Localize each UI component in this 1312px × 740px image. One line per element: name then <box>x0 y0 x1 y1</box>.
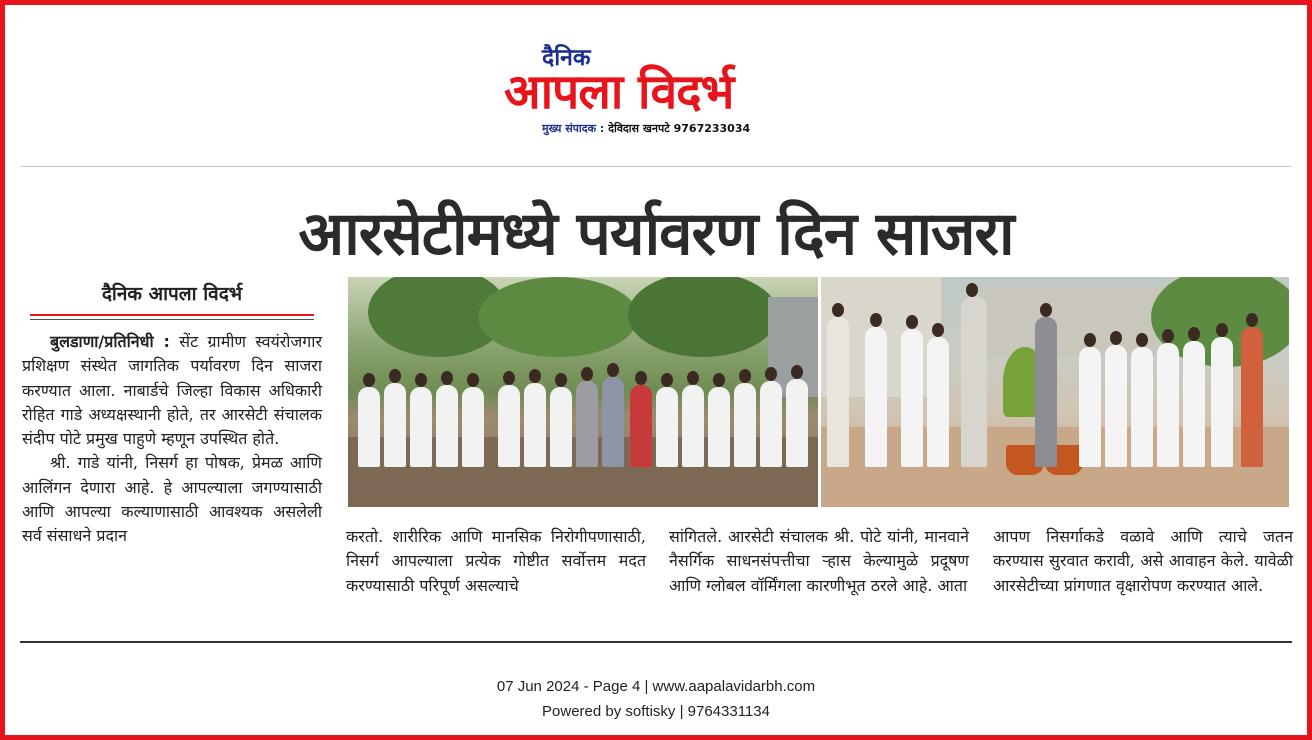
article-paragraph-1 <box>22 330 322 451</box>
masthead-daily: दैनिक <box>542 45 591 71</box>
masthead <box>500 38 820 138</box>
editor-value: देविदास खनपटे 9767233034 <box>608 122 751 135</box>
column-2-text: करतो. शारीरिक आणि मानसिक निरोगीपणासाठी, निसर्ग आपल्याला प्रत्येक गोष्टीत सर्वोत्तम मदत करण्यासाठी परिपूर्ण असल्याचे <box>346 527 646 595</box>
article-column-3 <box>669 525 969 598</box>
footer-date-page: 07 Jun 2024 - Page 4 | www.aapalavidarbh.com <box>496 678 816 695</box>
byline-rule-thin <box>30 319 314 320</box>
editor-label: मुख्य संपादक : <box>542 122 605 135</box>
footer-powered-by: Powered by softisky | 9764331134 <box>542 703 770 720</box>
article-column-1 <box>22 330 322 549</box>
column-3-text: सांगितले. आरसेटी संचालक श्री. पोटे यांनी, मानवाने नैसर्गिक साधनसंपत्तीचा ऱ्हास केल्यामुळे प्रदूषण आणि ग्लोबल वॉर्मिंगला कारणीभूत ठरले आहे. आता <box>669 527 969 595</box>
headline: आरसेटीमध्ये पर्यावरण दिन साजरा <box>298 199 1014 269</box>
article-column-2 <box>346 525 646 598</box>
byline-rule <box>30 314 314 316</box>
byline: दैनिक आपला विदर्भ <box>101 283 243 305</box>
masthead-title: आपला विदर्भ <box>504 64 734 120</box>
top-divider <box>20 166 1292 167</box>
column-4-text: आपण निसर्गाकडे वळावे आणि त्याचे जतन करण्यास सुरवात करावी, असे आवाहन केले. यावेळी आरसेटीच्या प्रांगणात वृक्षारोपण करण्यात आले. <box>993 527 1293 595</box>
masthead-editor <box>542 121 750 136</box>
article-column-4 <box>993 525 1293 598</box>
event-photo-group <box>348 277 818 507</box>
bottom-divider <box>20 641 1292 643</box>
article-paragraph-2: श्री. गाडे यांनी, निसर्ग हा पोषक, प्रेमळ आणि आलिंगन देणारा आहे. हे आपल्याला जगण्यासाठी आणि आपल्या कल्याणासाठी आवश्यक असलेली सर्व संसाधने प्रदान <box>22 453 322 546</box>
tree-planting-photo <box>821 277 1289 507</box>
dateline: बुलडाणा/प्रतिनिधी : <box>50 332 170 351</box>
paragraph-1-text: सेंट ग्रामीण स्वयंरोजगार प्रशिक्षण संस्थेत जागतिक पर्यावरण दिन साजरा करण्यात आला. नाबार्डचे जिल्हा विकास अधिकारी रोहित गाडे अध्यक्षस्थानी होते, तर आरसेटी संचालक संदीप पोटे प्रमुख पाहुणे म्हणून उपस्थित होते. <box>22 332 322 449</box>
